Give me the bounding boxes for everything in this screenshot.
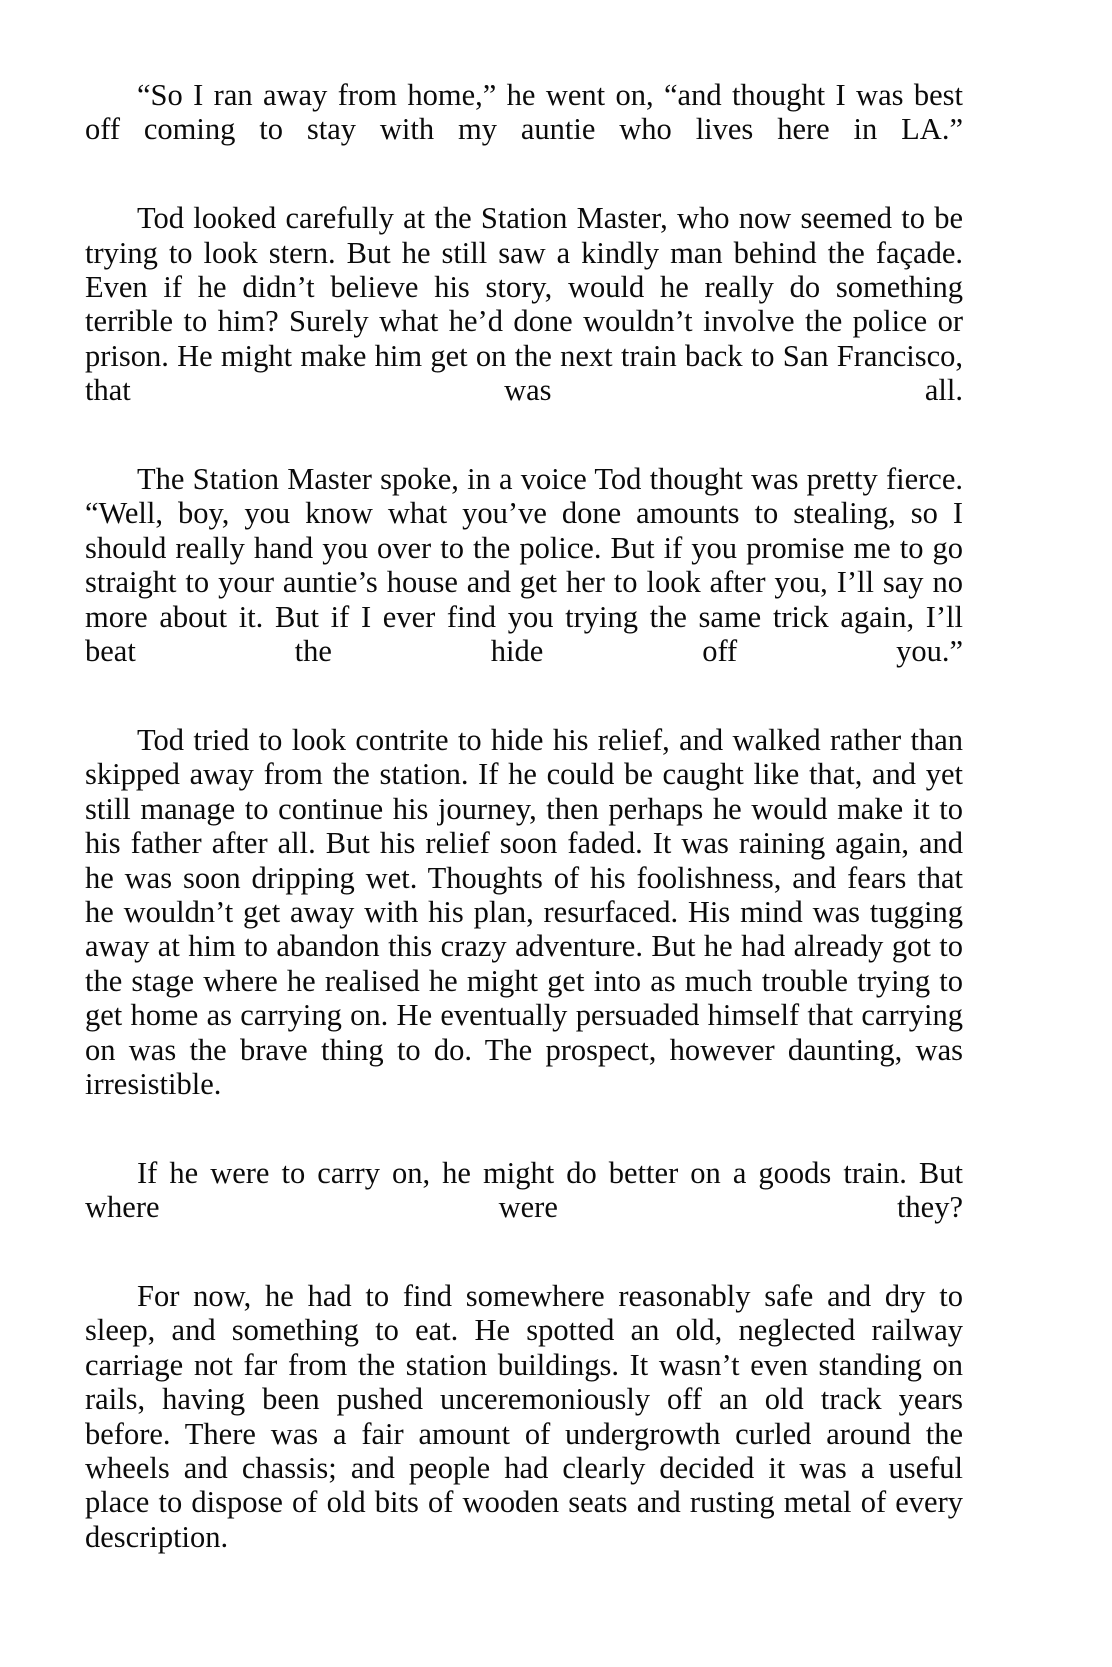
paragraph-3: The Station Master spoke, in a voice Tod thought was pretty fierce. “Well, boy, you know what you’ve done amounts to stealing, so I should really hand you over to the police. But if you promise me to go straight to your auntie’s house and get her to look after you, I’ll say no more about it. But if I ever find you trying the same trick again, I’ll beat the hide off you.” [85,462,963,669]
page-text-block [85,78,963,1589]
paragraph-6: For now, he had to find somewhere reasonably safe and dry to sleep, and something to eat. He spotted an old, neglected railway carriage not far from the station buildings. It wasn’t even standing on rails, having been pushed unceremoniously off an old track years before. There was a fair amount of undergrowth curled around the wheels and chassis; and people had clearly decided it was a useful place to dispose of old bits of wooden seats and rusting metal of every description. [85,1279,963,1554]
paragraph-5: If he were to carry on, he might do better on a goods train. But where were they? [85,1155,963,1225]
paragraph-2: Tod looked carefully at the Station Master, who now seemed to be trying to look stern. But he still saw a kindly man behind the façade. Even if he didn’t believe his story, would he really do something terrible to him? Surely what he’d done wouldn’t involve the police or prison. He might make him get on the next train back to San Francisco, that was all. [85,201,963,408]
paragraph-4: Tod tried to look contrite to hide his relief, and walked rather than skipped away from the station. If he could be caught like that, and yet still manage to continue his journey, then perhaps he would make it to his father after all. But his relief soon faded. It was raining again, and he was soon dripping wet. Thoughts of his foolishness, and fears that he wouldn’t get away with his plan, resurfaced. His mind was tugging away at him to abandon this crazy adventure. But he had already got to the stage where he realised he might get into as much trouble trying to get home as carrying on. He eventually persuaded himself that carrying on was the brave thing to do. The prospect, however daunting, was irresistible. [85,722,963,1101]
paragraph-1: “So I ran away from home,” he went on, “and thought I was best off coming to stay with my auntie who lives here in LA.” [85,78,963,147]
